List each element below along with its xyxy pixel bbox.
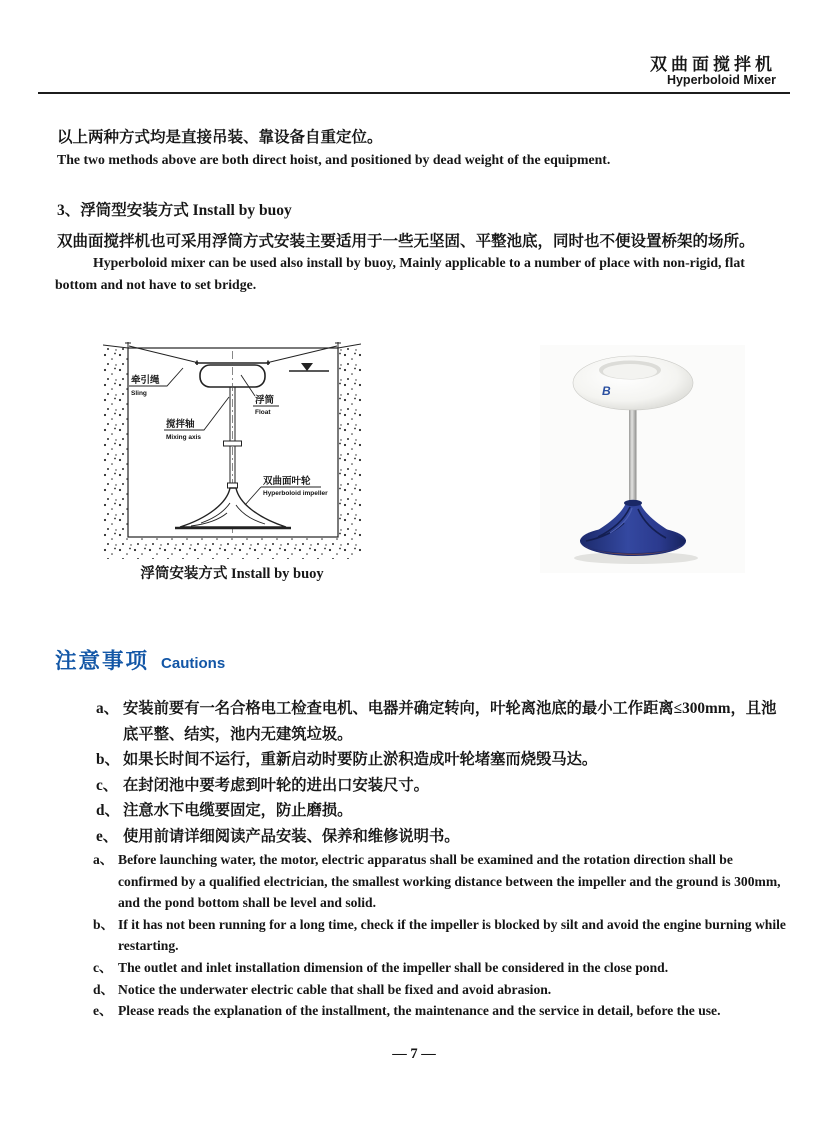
item-text: 安装前要有一名合格电工检查电机、电器并确定转向，叶轮离池底的最小工作距离≤300mm，且池底平整、结实，池内无建筑垃圾。: [123, 700, 777, 743]
photo-float: [573, 356, 693, 410]
photo-logo: B: [602, 384, 611, 398]
caution-item-en-a: [93, 849, 790, 914]
rim-posts: [125, 342, 341, 348]
intro-paragraph-zh: 以上两种方式均是直接吊装、靠设备自重定位。: [57, 129, 383, 146]
page-number: — 7 —: [392, 1046, 436, 1062]
item-marker: c、: [96, 776, 119, 794]
diagram-caption: 浮筒安装方式 Install by buoy: [140, 566, 324, 582]
photo-shaft: [629, 401, 637, 513]
section-body-zh: 双曲面搅拌机也可采用浮筒方式安装主要适用于一些无坚固、平整池底，同时也不便设置桥架的场所。: [57, 233, 755, 250]
caution-item-zh-e: [96, 824, 790, 850]
item-text: If it has not been running for a long time, check if the impeller is blocked by silt and avoid the engine burning while restarting.: [118, 916, 786, 954]
caution-item-en-b: [93, 914, 790, 957]
item-marker: d、: [93, 981, 115, 997]
item-marker: d、: [96, 802, 120, 819]
caution-item-en-c: [93, 957, 790, 979]
item-text: The outlet and inlet installation dimension of the impeller shall be considered in the close pond.: [118, 959, 669, 975]
item-text: 使用前请详细阅读产品安装、保养和维修说明书。: [123, 827, 460, 845]
header-title-en: Hyperboloid Mixer: [666, 73, 776, 87]
item-text: Before launching water, the motor, electric apparatus shall be examined and the rotation direction shall be confirmed by a qualified electrician, the smallest working distance between the impeller and the ground is 300mm, and the pond bottom shall be level and solid.: [118, 852, 781, 911]
item-text: 注意水下电缆要固定，防止磨损。: [123, 802, 353, 819]
header-rule: [38, 92, 790, 94]
intro-paragraph-en: The two methods above are both direct hoist, and positioned by dead weight of the equipment.: [57, 152, 611, 167]
item-text: 如果长时间不运行，重新启动时要防止淤积造成叶轮堵塞而烧毁马达。: [123, 751, 598, 768]
item-marker: b、: [96, 751, 120, 768]
buoy-install-diagram: [103, 337, 361, 559]
item-text: Notice the underwater electric cable that shall be fixed and avoid abrasion.: [118, 981, 552, 997]
header-title-zh: 双曲面搅拌机: [650, 55, 776, 74]
section-heading: 3、浮筒型安装方式 Install by buoy: [57, 202, 292, 219]
caution-item-zh-a: [96, 696, 790, 747]
tank-floor-ground: [103, 537, 361, 559]
cautions-heading: [55, 644, 225, 675]
cautions-list-en: [93, 849, 790, 1022]
svg-text:Sling: Sling: [131, 390, 147, 397]
photo-svg: [540, 345, 745, 573]
product-photo: [540, 345, 745, 573]
cautions-heading-en: Cautions: [161, 655, 226, 672]
svg-text:搅拌轴: 搅拌轴: [166, 419, 195, 430]
shaft-coupling: [224, 441, 242, 446]
caution-item-en-d: [93, 979, 790, 1001]
ground-line: [103, 344, 361, 348]
svg-text:双曲面叶轮: 双曲面叶轮: [263, 476, 311, 487]
caution-item-zh-b: [96, 747, 790, 773]
item-marker: c、: [93, 959, 113, 975]
cautions-list-zh: [96, 696, 790, 849]
svg-text:Hyperboloid impeller: Hyperboloid impeller: [263, 490, 328, 497]
cautions-heading-zh: 注意事项: [55, 649, 150, 673]
caution-item-zh-d: [96, 798, 790, 824]
item-marker: e、: [93, 1003, 113, 1019]
svg-text:Mixing axis: Mixing axis: [166, 434, 202, 441]
tank-left-wall: [103, 345, 128, 537]
item-text: 在封闭池中要考虑到叶轮的进出口安装尺寸。: [123, 776, 429, 794]
svg-text:Float: Float: [255, 409, 271, 416]
section-body-en: Hyperboloid mixer can be used also install by buoy, Mainly applicable to a number of place with non-rigid, flat bottom and not have to set bridge.: [55, 255, 745, 292]
diagram-svg: [103, 337, 361, 559]
svg-text:浮筒: 浮筒: [255, 395, 275, 406]
item-marker: e、: [96, 827, 119, 845]
caution-item-en-e: [93, 1000, 790, 1022]
caution-item-zh-c: [96, 773, 790, 799]
item-marker: a、: [96, 700, 119, 717]
item-marker: a、: [93, 852, 114, 867]
item-text: Please reads the explanation of the installment, the maintenance and the service in detail, before the use.: [118, 1003, 721, 1019]
tank-right-wall: [338, 344, 361, 537]
item-marker: b、: [93, 916, 115, 932]
svg-text:牵引绳: 牵引绳: [131, 375, 160, 386]
